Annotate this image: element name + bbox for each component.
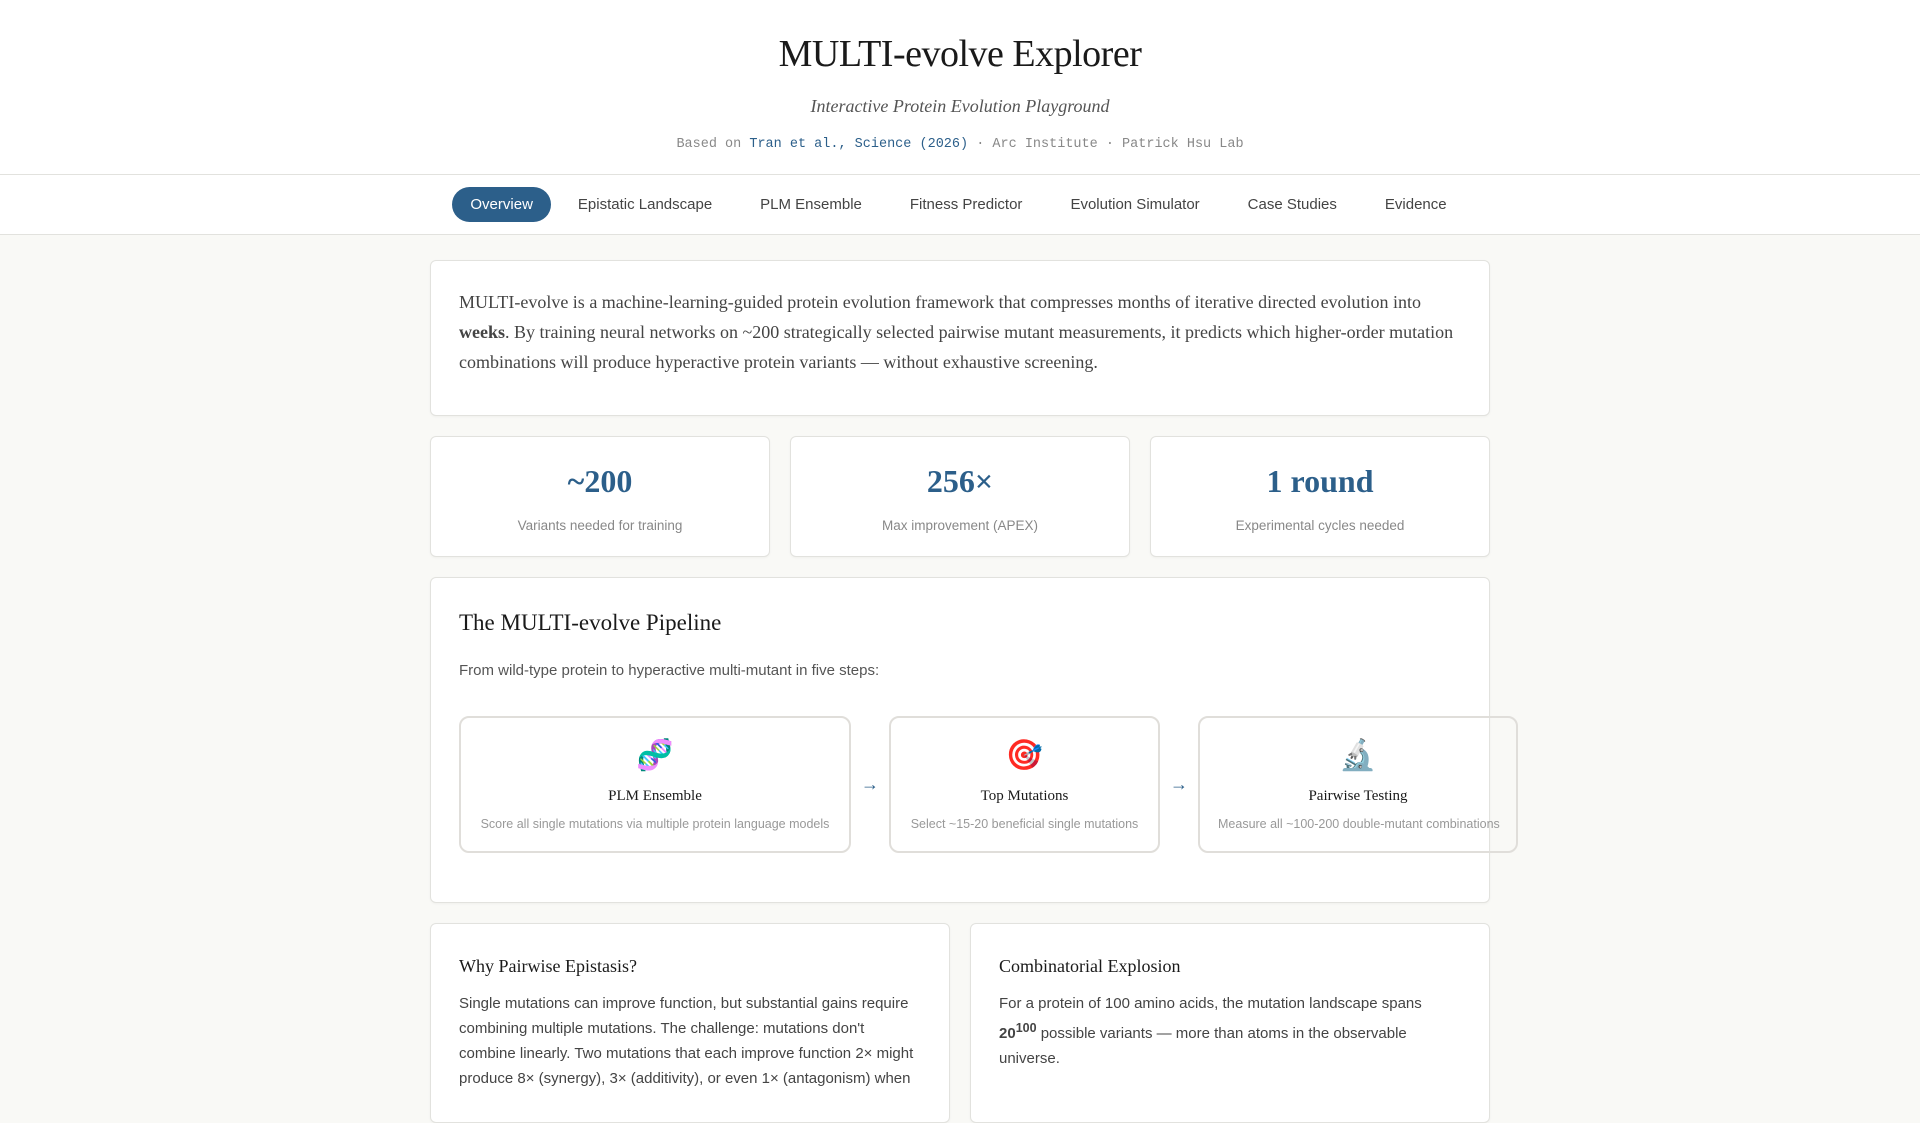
- combo-text: [999, 991, 1461, 1071]
- step-title: Pairwise Testing: [1308, 788, 1408, 804]
- combo-title: Combinatorial Explosion: [999, 956, 1181, 976]
- intro-text: MULTI-evolve is a machine-learning-guided protein evolution framework that compresses months of iterative directed evolution into: [459, 292, 1422, 312]
- pipeline-title: The MULTI-evolve Pipeline: [459, 610, 722, 635]
- arrow-right-icon: →: [1170, 774, 1188, 794]
- target-icon: 🎯: [1005, 739, 1044, 772]
- credit-suffix: · Arc Institute · Patrick Hsu Lab: [976, 137, 1244, 152]
- microscope-icon: 🔬: [1339, 739, 1377, 772]
- tab-bar: [0, 175, 1920, 235]
- stat-label: Experimental cycles needed: [1235, 518, 1405, 533]
- why-text: Single mutations can improve function, but substantial gains require combining multiple mutations. The challenge: mutations don't combine linearly. Two mutations that each improve function 2× might produce 8× (synergy), 3× (additivity), or even 1× (antagonism) when: [459, 995, 914, 1087]
- combo-text-end: possible variants — more than atoms in the observable universe.: [999, 1025, 1407, 1067]
- combo-text-start: For a protein of 100 amino acids, the mutation landscape spans: [999, 995, 1422, 1012]
- pipeline-step: [1198, 716, 1518, 853]
- tab-overview[interactable]: Overview: [452, 187, 551, 222]
- page-title: MULTI-evolve Explorer: [778, 33, 1142, 75]
- pipeline-step: [889, 716, 1160, 853]
- tab-epistatic-landscape[interactable]: Epistatic Landscape: [577, 196, 713, 213]
- step-description: Select ~15-20 beneficial single mutations: [910, 817, 1139, 831]
- step-title: PLM Ensemble: [608, 788, 702, 804]
- tab-fitness-predictor[interactable]: Fitness Predictor: [909, 196, 1023, 213]
- combo-exponent: 100: [1015, 1021, 1037, 1035]
- intro-card: [430, 260, 1490, 416]
- credit-line: [0, 137, 1920, 152]
- stat-card: [430, 436, 770, 557]
- pipeline-steps[interactable]: [459, 716, 1500, 853]
- stat-label: Max improvement (APEX): [881, 518, 1039, 533]
- dna-icon: 🧬: [636, 739, 674, 772]
- pipeline-description: From wild-type protein to hyperactive multi-mutant in five steps:: [459, 662, 880, 679]
- stat-card: [1150, 436, 1490, 557]
- stat-value: 256×: [926, 463, 994, 499]
- tab-evidence[interactable]: Evidence: [1384, 196, 1447, 213]
- step-title: Top Mutations: [980, 788, 1069, 804]
- tab-evolution-simulator[interactable]: Evolution Simulator: [1070, 196, 1200, 213]
- combinatorial-card: [970, 923, 1490, 1123]
- page-subtitle: Interactive Protein Evolution Playground: [810, 96, 1110, 116]
- pipeline-card: [430, 577, 1500, 903]
- stat-card: [790, 436, 1130, 557]
- combo-base: 20: [999, 1025, 1016, 1042]
- page-header: [0, 0, 1920, 175]
- credit-prefix: Based on: [676, 137, 742, 152]
- why-title: Why Pairwise Epistasis?: [459, 956, 637, 976]
- intro-bold: weeks: [459, 322, 505, 342]
- why-epistasis-card: [430, 923, 950, 1123]
- pipeline-step: [459, 716, 851, 853]
- stat-value: ~200: [567, 463, 633, 499]
- tab-plm-ensemble[interactable]: PLM Ensemble: [760, 196, 862, 213]
- paper-link[interactable]: Tran et al., Science (2026): [749, 137, 969, 152]
- combo-power: [999, 1021, 1037, 1042]
- tab-case-studies[interactable]: Case Studies: [1247, 196, 1337, 213]
- stat-value: 1 round: [1266, 463, 1374, 499]
- arrow-right-icon: →: [861, 774, 879, 794]
- step-description: Measure all ~100-200 double-mutant combinations: [1218, 817, 1500, 831]
- stat-label: Variants needed for training: [517, 518, 683, 533]
- step-description: Score all single mutations via multiple protein language models: [480, 817, 830, 831]
- intro-text-rest: . By training neural networks on ~200 strategically selected pairwise mutant measurements, it predicts which higher-order mutation combinations will produce hyperactive protein variants — without exhaustive screening.: [459, 322, 1454, 372]
